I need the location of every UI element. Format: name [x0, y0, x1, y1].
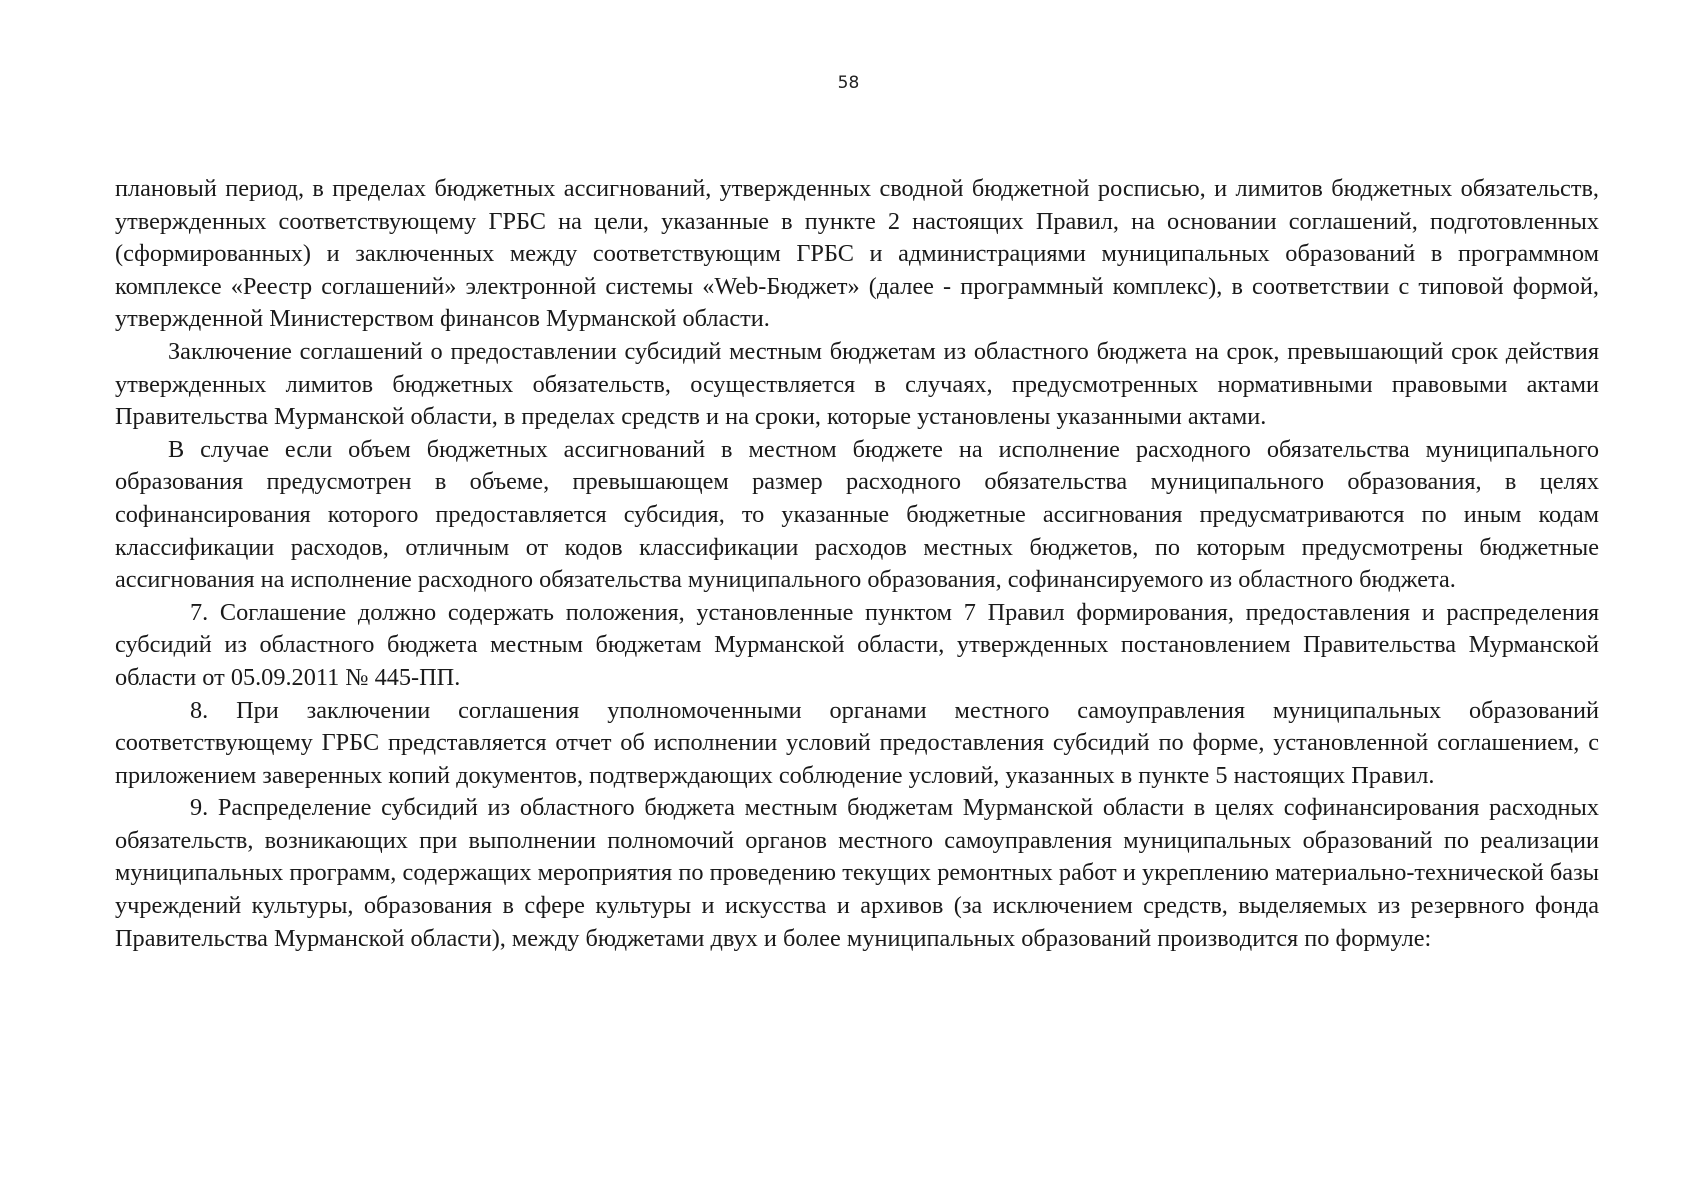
paragraph-item-9: 9. Распределение субсидий из областного бюджета местным бюджетам Мурманской области в целях софинансирования расходных обязательств, возникающих при выполнении полномочий органов местного самоуправления муниципальных образований по реализации муниципальных программ, содержащих мероприятия по проведению текущих ремонтных работ и укреплению материально-технической базы учреждений культуры, образования в сфере культуры и искусства и архивов (за исключением средств, выделяемых из резервного фонда Правительства Мурманской области), между бюджетами двух и более муниципальных образований производится по формуле:	[115, 794, 1599, 952]
paragraph-item-7: 7. Соглашение должно содержать положения, установленные пунктом 7 Правил формирования, предоставления и распределения субсидий из областного бюджета местным бюджетам Мурманской области, утвержденных постановлением Правительства Мурманской области от 05.09.2011 № 445-ПП.	[115, 598, 1599, 691]
paragraph-budget-allocations: В случае если объем бюджетных ассигнований в местном бюджете на исполнение расходного обязательства муниципального образования предусмотрен в объеме, превышающем размер расходного обязательства муниципального образования, в целях софинансирования которого предоставляется субсидия, то указанные бюджетные ассигнования предусматриваются по иным кодам классификации расходов, отличным от кодов классификации расходов местных бюджетов, по которым предусмотрены бюджетные ассигнования на исполнение расходного обязательства муниципального образования, софинансируемого из областного бюджета.	[115, 435, 1599, 594]
document-body	[115, 173, 1599, 955]
paragraph-item-8: 8. При заключении соглашения уполномоченными органами местного самоуправления муниципальных образований соответствующему ГРБС представляется отчет об исполнении условий предоставления субсидий по форме, установленной соглашением, с приложением заверенных копий документов, подтверждающих соблюдение условий, указанных в пункте 5 настоящих Правил.	[115, 696, 1599, 789]
paragraph-agreement-term: Заключение соглашений о предоставлении субсидий местным бюджетам из областного бюджета на срок, превышающий срок действия утвержденных лимитов бюджетных обязательств, осуществляется в случаях, предусмотренных нормативными правовыми актами Правительства Мурманской области, в пределах средств и на сроки, которые установлены указанными актами.	[115, 337, 1599, 431]
paragraph-continuation: плановый период, в пределах бюджетных ассигнований, утвержденных сводной бюджетной росписью, и лимитов бюджетных обязательств, утвержденных соответствующему ГРБС на цели, указанные в пункте 2 настоящих Правил, на основании соглашений, подготовленных (сформированных) и заключенных между соответствующим ГРБС и администрациями муниципальных образований в программном комплексе «Реестр соглашений» электронной системы «Web-Бюджет» (далее - программный комплекс), в соответствии с типовой формой, утвержденной Министерством финансов Мурманской области.	[115, 175, 1599, 333]
page-number: 58	[837, 73, 860, 93]
